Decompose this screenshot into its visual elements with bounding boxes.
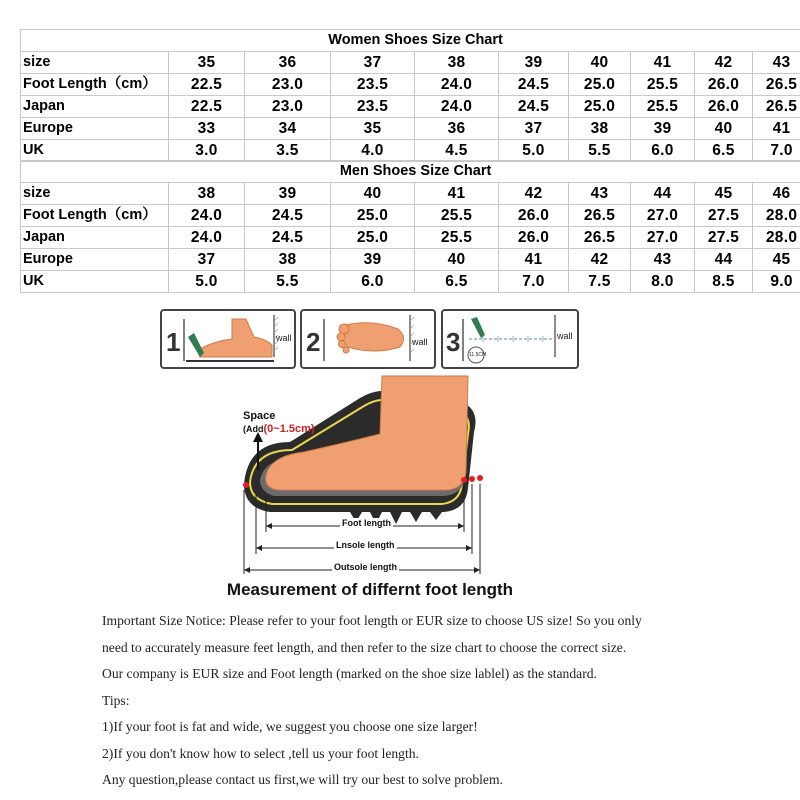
- size-cell: 42: [695, 52, 753, 74]
- size-cell: 7.0: [753, 140, 800, 162]
- size-cell: 42: [499, 183, 569, 205]
- notice-line: need to accurately measure feet length, and then refer to the size chart to choose the correct size.: [102, 639, 627, 655]
- size-cell: 37: [169, 249, 245, 271]
- notice-line: Important Size Notice: Please refer to your foot length or EUR size to choose US size! So you only: [102, 613, 642, 628]
- size-cell: 26.5: [569, 205, 631, 227]
- size-cell: 37: [331, 52, 415, 74]
- measure-step-1-panel: [160, 309, 296, 369]
- size-cell: 34: [245, 118, 331, 140]
- size-cell: 36: [245, 52, 331, 74]
- size-cell: 25.5: [631, 74, 695, 96]
- step-2-number: 2: [306, 327, 321, 357]
- women-chart-title: Women Shoes Size Chart: [21, 30, 800, 52]
- notice-line: Our company is EUR size and Foot length (marked on the shoe size lablel) as the standard.: [102, 666, 597, 681]
- size-cell: 28.0: [753, 205, 800, 227]
- size-cell: 6.5: [415, 271, 499, 293]
- women-row-size: [21, 52, 800, 74]
- size-cell: 24.0: [415, 96, 499, 118]
- size-cell: 5.0: [499, 140, 569, 162]
- size-cell: 25.0: [331, 205, 415, 227]
- size-cell: 43: [569, 183, 631, 205]
- size-cell: 39: [499, 52, 569, 74]
- size-cell: 22.5: [169, 96, 245, 118]
- step-1-foot-side-illustration: [162, 311, 294, 367]
- size-cell: 5.5: [245, 271, 331, 293]
- size-cell: 33: [169, 118, 245, 140]
- size-cell: 46: [753, 183, 800, 205]
- men-chart-title: Men Shoes Size Chart: [21, 161, 800, 183]
- women-title-row: [21, 30, 800, 52]
- step-3-number: 3: [446, 327, 461, 357]
- men-title-row: [21, 161, 800, 183]
- size-cell: 41: [631, 52, 695, 74]
- size-cell: 7.5: [569, 271, 631, 293]
- shoe-cross-section-illustration: [230, 372, 520, 582]
- row-label: size: [21, 52, 169, 74]
- size-cell: 39: [331, 249, 415, 271]
- size-cell: 24.0: [169, 227, 245, 249]
- size-cell: 24.0: [415, 74, 499, 96]
- add-space-range: (0~1.5cm): [263, 423, 315, 435]
- size-cell: 39: [631, 118, 695, 140]
- size-cell: 35: [169, 52, 245, 74]
- size-cell: 27.0: [631, 227, 695, 249]
- size-cell: 43: [631, 249, 695, 271]
- foot-length-label: Foot length: [342, 518, 391, 528]
- men-table-body: [21, 161, 800, 293]
- size-cell: 26.5: [753, 96, 800, 118]
- size-cell: 24.5: [245, 205, 331, 227]
- size-cell: 9.0: [753, 271, 800, 293]
- row-label: Europe: [21, 249, 169, 271]
- women-row-uk: [21, 140, 800, 162]
- size-cell: 40: [695, 118, 753, 140]
- size-cell: 26.0: [695, 96, 753, 118]
- size-cell: 27.5: [695, 227, 753, 249]
- size-cell: 35: [331, 118, 415, 140]
- women-table-body: [21, 30, 800, 162]
- size-cell: 27.0: [631, 205, 695, 227]
- row-label: Foot Length（cm）: [21, 74, 169, 96]
- size-cell: 5.5: [569, 140, 631, 162]
- tip-line: 2)If you don't know how to select ,tell us your foot length.: [102, 745, 419, 761]
- men-row-europe: [21, 249, 800, 271]
- size-cell: 44: [695, 249, 753, 271]
- size-cell: 23.0: [245, 74, 331, 96]
- add-prefix: (Add: [243, 424, 264, 434]
- measure-step-3-panel: [441, 309, 579, 369]
- size-cell: 41: [499, 249, 569, 271]
- size-cell: 42: [569, 249, 631, 271]
- size-cell: 3.5: [245, 140, 331, 162]
- size-cell: 41: [753, 118, 800, 140]
- size-cell: 38: [415, 52, 499, 74]
- size-cell: 25.5: [415, 205, 499, 227]
- size-cell: 24.0: [169, 205, 245, 227]
- size-cell: 4.0: [331, 140, 415, 162]
- size-cell: 4.5: [415, 140, 499, 162]
- measure-step-2-panel: [300, 309, 436, 369]
- size-cell: 6.0: [331, 271, 415, 293]
- size-cell: 28.0: [753, 227, 800, 249]
- men-row-foot: [21, 205, 800, 227]
- row-label: UK: [21, 271, 169, 293]
- row-label: Japan: [21, 227, 169, 249]
- size-cell: 3.0: [169, 140, 245, 162]
- size-cell: 26.0: [499, 227, 569, 249]
- tips-heading: Tips:: [102, 692, 130, 708]
- women-row-foot: [21, 74, 800, 96]
- size-cell: 39: [245, 183, 331, 205]
- size-cell: 6.5: [695, 140, 753, 162]
- size-cell: 40: [415, 249, 499, 271]
- size-cell: 36: [415, 118, 499, 140]
- size-cell: 45: [695, 183, 753, 205]
- size-cell: 23.0: [245, 96, 331, 118]
- size-cell: 5.0: [169, 271, 245, 293]
- men-size-chart: [20, 160, 800, 293]
- women-size-chart: [20, 29, 800, 162]
- step-3-measure-badge: 11.5CM: [469, 352, 487, 358]
- size-cell: 22.5: [169, 74, 245, 96]
- size-cell: 25.0: [331, 227, 415, 249]
- step-2-wall-label: wall: [412, 337, 428, 347]
- row-label: UK: [21, 140, 169, 162]
- row-label: Europe: [21, 118, 169, 140]
- size-cell: 43: [753, 52, 800, 74]
- size-cell: 26.0: [695, 74, 753, 96]
- size-cell: 23.5: [331, 96, 415, 118]
- size-cell: 41: [415, 183, 499, 205]
- women-row-japan: [21, 96, 800, 118]
- size-notice: [102, 608, 782, 794]
- row-label: Foot Length（cm）: [21, 205, 169, 227]
- step-1-number: 1: [166, 327, 181, 357]
- size-cell: 38: [245, 249, 331, 271]
- outsole-length-label: Outsole length: [334, 562, 397, 572]
- foot-length-diagram: [230, 372, 520, 582]
- size-cell: 24.5: [499, 74, 569, 96]
- size-cell: 26.5: [569, 227, 631, 249]
- men-row-japan: [21, 227, 800, 249]
- size-cell: 38: [169, 183, 245, 205]
- size-cell: 26.5: [753, 74, 800, 96]
- size-cell: 25.0: [569, 96, 631, 118]
- size-cell: 44: [631, 183, 695, 205]
- insole-length-label: Lnsole length: [336, 540, 395, 550]
- size-cell: 7.0: [499, 271, 569, 293]
- size-cell: 24.5: [499, 96, 569, 118]
- size-cell: 40: [331, 183, 415, 205]
- size-cell: 8.5: [695, 271, 753, 293]
- size-cell: 45: [753, 249, 800, 271]
- step-1-wall-label: wall: [276, 333, 292, 343]
- size-cell: 40: [569, 52, 631, 74]
- size-cell: 25.0: [569, 74, 631, 96]
- size-cell: 23.5: [331, 74, 415, 96]
- men-row-uk: [21, 271, 800, 293]
- men-row-size: [21, 183, 800, 205]
- women-row-europe: [21, 118, 800, 140]
- contact-line: Any question,please contact us first,we will try our best to solve problem.: [102, 772, 503, 787]
- row-label: Japan: [21, 96, 169, 118]
- size-cell: 37: [499, 118, 569, 140]
- size-cell: 25.5: [631, 96, 695, 118]
- size-cell: 26.0: [499, 205, 569, 227]
- tip-line: 1)If your foot is fat and wide, we suggest you choose one size larger!: [102, 719, 478, 734]
- size-cell: 8.0: [631, 271, 695, 293]
- size-cell: 25.5: [415, 227, 499, 249]
- size-cell: 6.0: [631, 140, 695, 162]
- step-3-wall-label: wall: [557, 331, 573, 341]
- size-cell: 38: [569, 118, 631, 140]
- row-label: size: [21, 183, 169, 205]
- size-cell: 24.5: [245, 227, 331, 249]
- diagram-caption: Measurement of differnt foot length: [226, 580, 514, 599]
- size-cell: 27.5: [695, 205, 753, 227]
- add-space-label: [243, 423, 315, 435]
- space-label: Space: [243, 410, 276, 422]
